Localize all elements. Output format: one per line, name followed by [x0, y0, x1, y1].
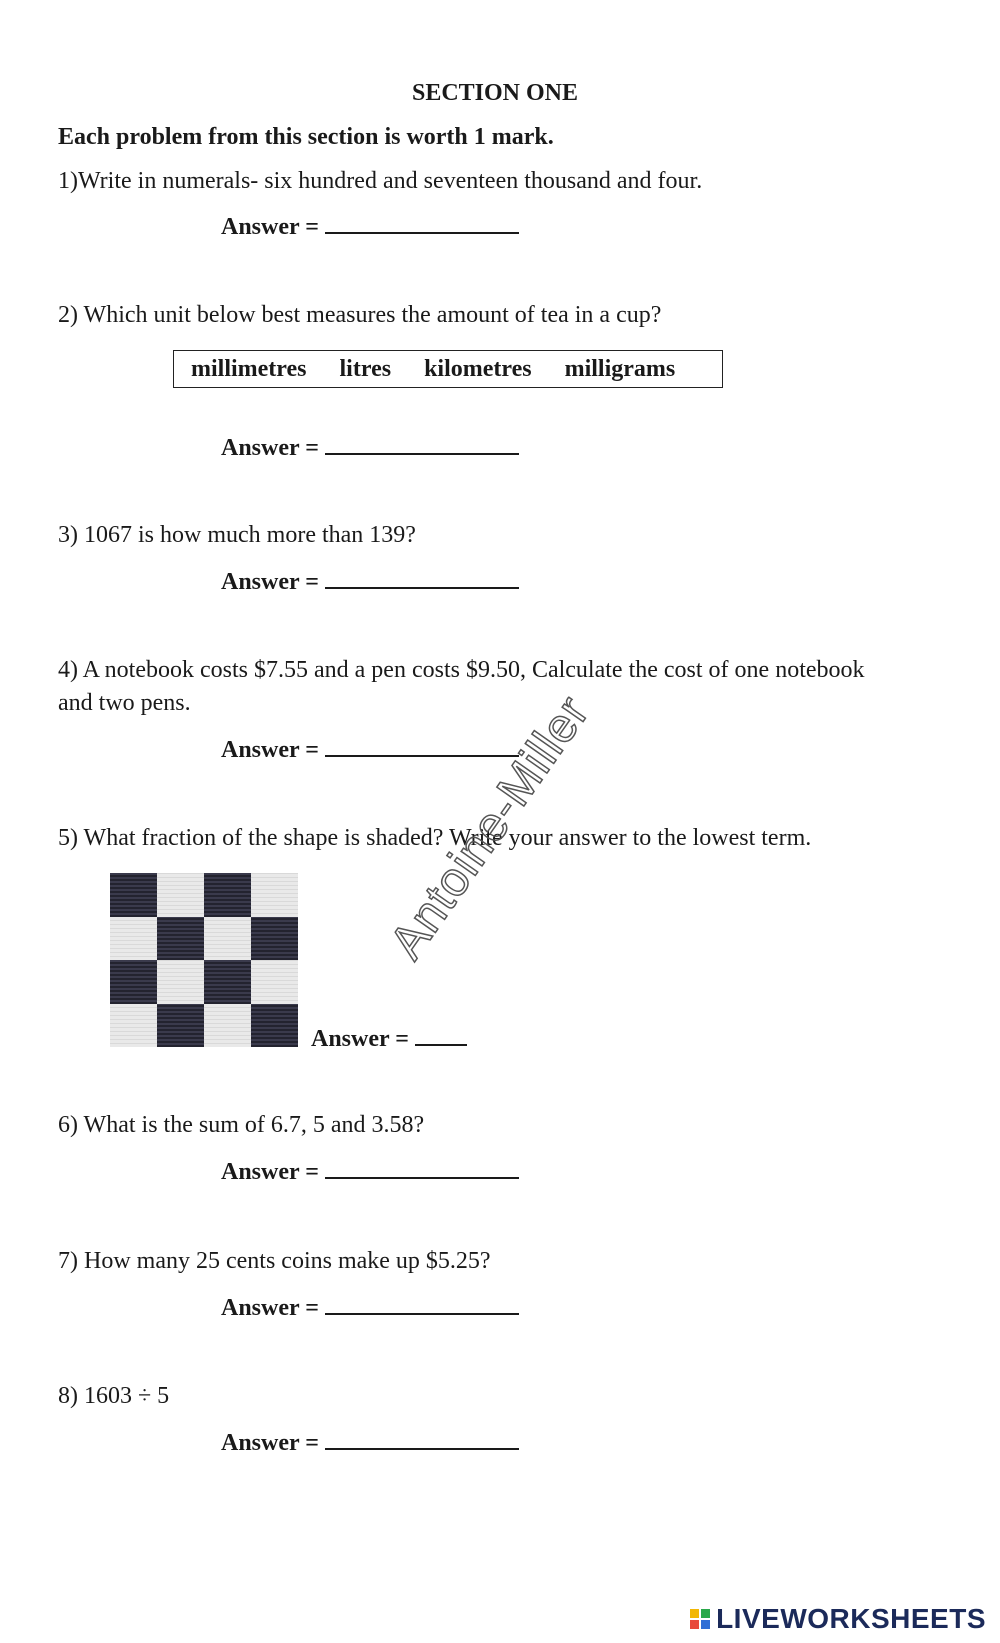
shaded-cell — [204, 960, 251, 1004]
answer-label: Answer = — [221, 1430, 319, 1456]
shaded-cell — [157, 917, 204, 961]
logo-square — [701, 1620, 710, 1629]
answer-label: Answer = — [311, 1026, 409, 1052]
section-intro: Each problem from this section is worth 1 mark. — [58, 124, 554, 150]
unshaded-cell — [157, 873, 204, 917]
question-4-line-2: and two pens. — [58, 690, 191, 716]
answer-row-8 — [221, 1428, 519, 1457]
section-title: SECTION ONE — [411, 80, 579, 106]
unshaded-cell — [110, 917, 157, 961]
unit-option: litres — [339, 355, 392, 382]
answer-blank-6[interactable] — [325, 1157, 519, 1179]
answer-blank-7[interactable] — [325, 1293, 519, 1315]
unit-option: millimetres — [191, 355, 307, 382]
answer-blank-4[interactable] — [325, 735, 519, 757]
shaded-cell — [251, 1004, 298, 1048]
shaded-cell — [110, 873, 157, 917]
question-1: 1)Write in numerals- six hundred and seventeen thousand and four. — [58, 168, 703, 194]
question-6: 6) What is the sum of 6.7, 5 and 3.58? — [58, 1112, 425, 1138]
question-2: 2) Which unit below best measures the amount of tea in a cup? — [58, 302, 662, 328]
unshaded-cell — [204, 1004, 251, 1048]
answer-row-6 — [221, 1157, 519, 1186]
question-4-line-1: 4) A notebook costs $7.55 and a pen costs $9.50, Calculate the cost of one notebook — [58, 657, 865, 683]
shaded-cell — [204, 873, 251, 917]
answer-row-4 — [221, 735, 519, 764]
unit-options-box — [173, 350, 723, 388]
unshaded-cell — [251, 873, 298, 917]
unshaded-cell — [157, 960, 204, 1004]
answer-row-2 — [221, 433, 519, 462]
unshaded-cell — [110, 1004, 157, 1048]
shaded-shape-grid — [110, 873, 298, 1047]
answer-label: Answer = — [221, 1295, 319, 1321]
answer-blank-3[interactable] — [325, 567, 519, 589]
answer-label: Answer = — [221, 569, 319, 595]
liveworksheets-logo — [690, 1603, 986, 1635]
question-8: 8) 1603 ÷ 5 — [58, 1383, 170, 1409]
shaded-cell — [251, 917, 298, 961]
shaded-cell — [157, 1004, 204, 1048]
shaded-cell — [110, 960, 157, 1004]
answer-blank-1[interactable] — [325, 212, 519, 234]
question-5: 5) What fraction of the shape is shaded? Write your answer to the lowest term. — [58, 825, 812, 851]
unshaded-cell — [204, 917, 251, 961]
question-7: 7) How many 25 cents coins make up $5.25? — [58, 1248, 491, 1274]
answer-row-7 — [221, 1293, 519, 1322]
watermark-text: Antoine-Miller — [380, 686, 600, 969]
answer-label: Answer = — [221, 1159, 319, 1185]
logo-icon — [690, 1609, 710, 1629]
answer-row-5 — [311, 1024, 467, 1053]
logo-square — [701, 1609, 710, 1618]
answer-row-1 — [221, 212, 519, 241]
unshaded-cell — [251, 960, 298, 1004]
question-3: 3) 1067 is how much more than 139? — [58, 522, 416, 548]
answer-blank-5[interactable] — [415, 1024, 467, 1046]
answer-label: Answer = — [221, 435, 319, 461]
answer-row-3 — [221, 567, 519, 596]
answer-blank-8[interactable] — [325, 1428, 519, 1450]
logo-text: LIVEWORKSHEETS — [716, 1603, 986, 1634]
unit-option: milligrams — [564, 355, 676, 382]
answer-blank-2[interactable] — [325, 433, 519, 455]
logo-square — [690, 1620, 699, 1629]
unit-option: kilometres — [424, 355, 532, 382]
logo-square — [690, 1609, 699, 1618]
answer-label: Answer = — [221, 214, 319, 240]
answer-label: Answer = — [221, 737, 319, 763]
